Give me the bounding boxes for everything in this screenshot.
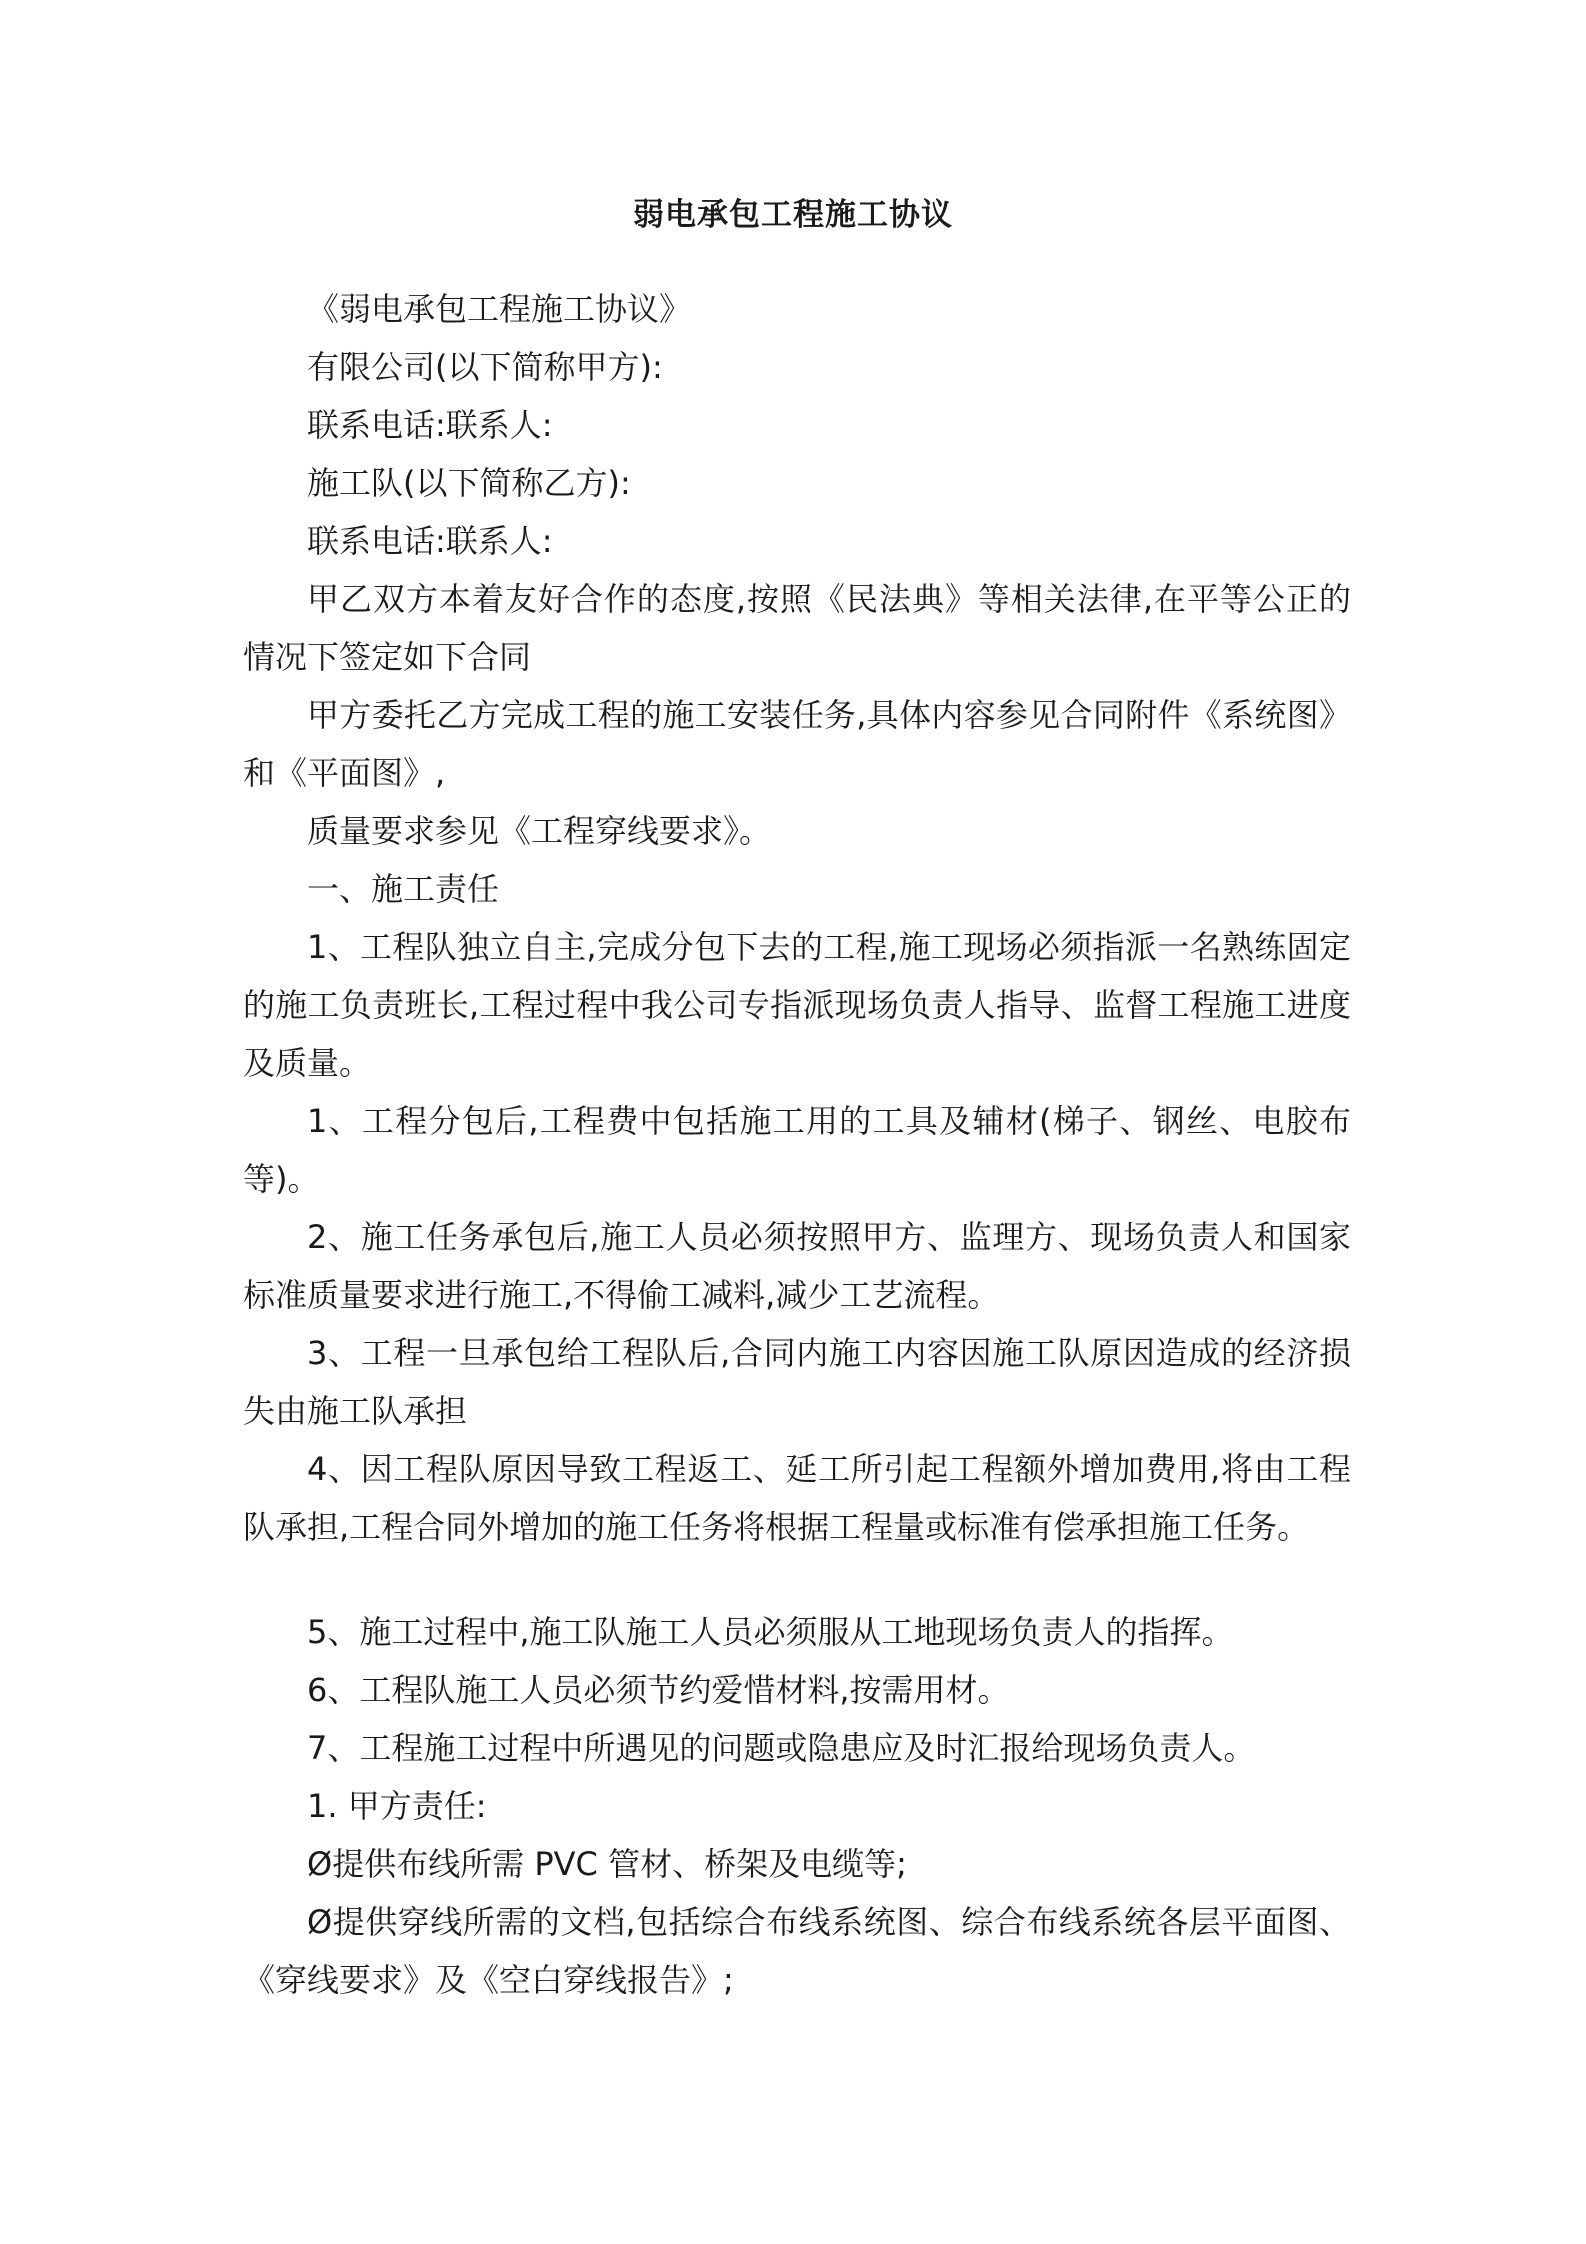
section-heading-construction-responsibility: 一、施工责任 (307, 870, 500, 908)
clause-item: 1、工程队独立自主,完成分包下去的工程,施工现场必须指派一名熟练固定的施工负责班长,工程过程中我公司专指派现场负责人指导、监督工程施工进度及质量。 (243, 928, 1351, 1082)
paragraph-party-b: 施工队(以下简称乙方): (307, 464, 631, 502)
clause-item: 6、工程队施工人员必须节约爱惜材料,按需用材。 (307, 1671, 1010, 1709)
clause-item: 1、工程分包后,工程费中包括施工用的工具及辅材(梯子、钢丝、电胶布等)。 (243, 1102, 1351, 1198)
paragraph-party-a: 有限公司(以下简称甲方): (307, 348, 663, 386)
clause-item: 3、工程一旦承包给工程队后,合同内施工内容因施工队原因造成的经济损失由施工队承担 (243, 1334, 1351, 1430)
bullet-item: Ø提供布线所需 PVC 管材、桥架及电缆等; (307, 1845, 907, 1883)
clause-item: 7、工程施工过程中所遇见的问题或隐患应及时汇报给现场负责人。 (307, 1729, 1256, 1767)
paragraph-party-a-contact: 联系电话:联系人: (307, 406, 553, 444)
paragraph-agreement-name: 《弱电承包工程施工协议》 (307, 290, 692, 328)
paragraph-preamble: 甲乙双方本着友好合作的态度,按照《民法典》等相关法律,在平等公正的情况下签定如下合同 (243, 580, 1351, 676)
section-heading-party-a-responsibility: 1. 甲方责任: (307, 1787, 487, 1825)
paragraph-scope: 甲方委托乙方完成工程的施工安装任务,具体内容参见合同附件《系统图》和《平面图》, (243, 696, 1351, 792)
paragraph-quality: 质量要求参见《工程穿线要求》。 (307, 812, 772, 850)
bullet-item: Ø提供穿线所需的文档,包括综合布线系统图、综合布线系统各层平面图、《穿线要求》及《空白穿线报告》; (243, 1903, 1351, 1999)
document-body (243, 280, 1351, 2009)
clause-item: 2、施工任务承包后,施工人员必须按照甲方、监理方、现场负责人和国家标准质量要求进行施工,不得偷工减料,减少工艺流程。 (243, 1218, 1351, 1314)
paragraph-party-b-contact: 联系电话:联系人: (307, 522, 553, 560)
paragraph-gap (243, 1556, 1351, 1603)
document-title: 弱电承包工程施工协议 (633, 197, 953, 233)
clause-item: 5、施工过程中,施工队施工人员必须服从工地现场负责人的指挥。 (307, 1613, 1234, 1651)
clause-item: 4、因工程队原因导致工程返工、延工所引起工程额外增加费用,将由工程队承担,工程合同外增加的施工任务将根据工程量或标准有偿承担施工任务。 (243, 1450, 1351, 1546)
